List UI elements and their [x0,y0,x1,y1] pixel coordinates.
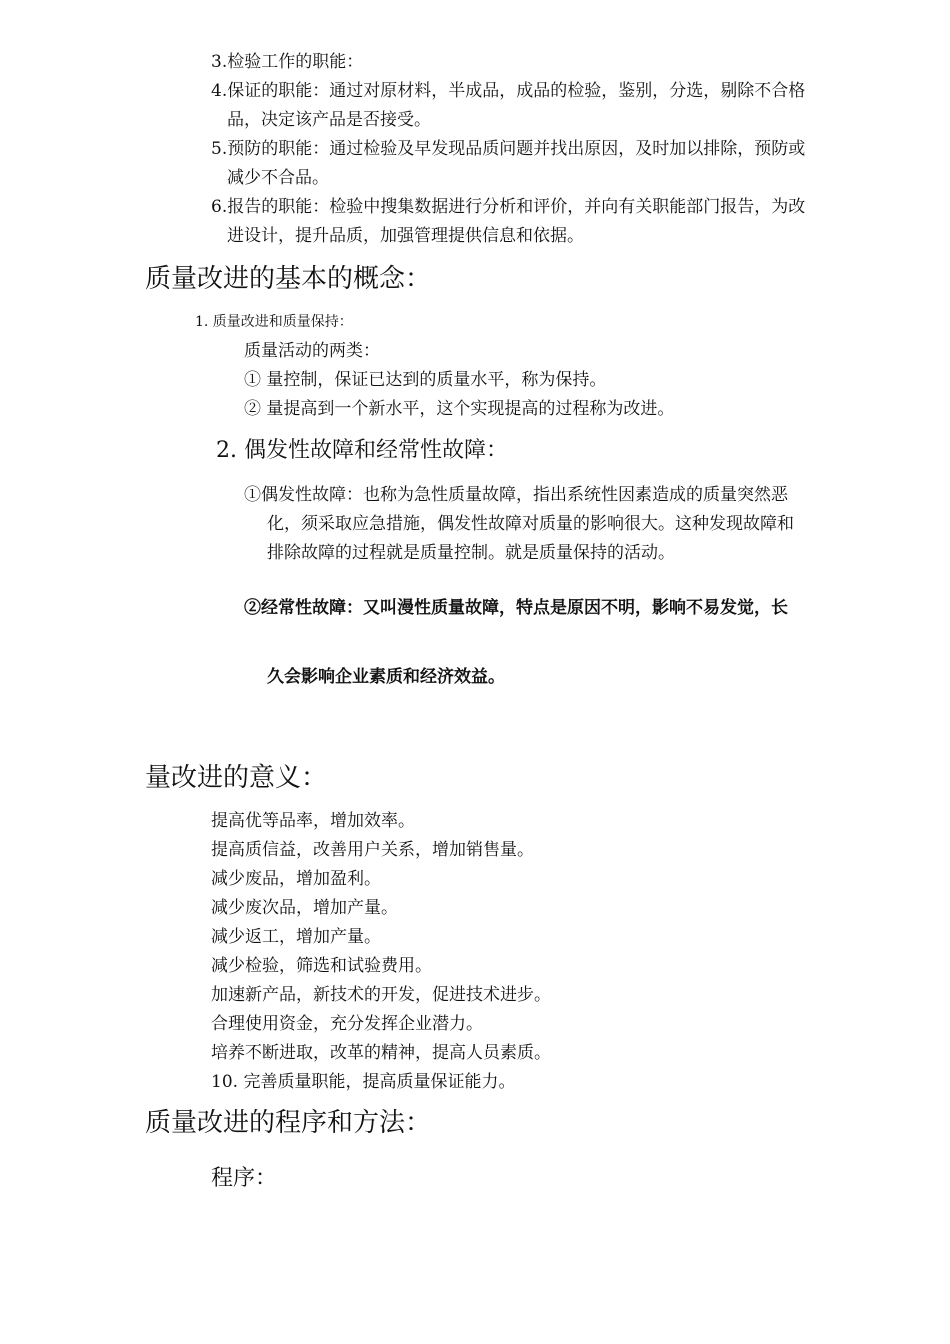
item-6-line2: 进设计，提升品质，加强管理提供信息和依据。 [227,226,584,246]
sporadic-line1: ①偶发性故障：也称为急性质量故障，指出系统性因素造成的质量突然恶 [244,485,788,505]
subheading-2: 2. 偶发性故障和经常性故障： [216,438,508,463]
significance-item-10: 10. 完善质量职能，提高质量保证能力。 [211,1072,516,1092]
chronic-line2: 久会影响企业素质和经济效益。 [267,667,505,687]
kind-2: ② 量提高到一个新水平，这个实现提高的过程称为改进。 [244,399,675,419]
item-4-line1: 4.保证的职能：通过对原材料，半成品，成品的检验，鉴别，分选，剔除不合格 [211,81,806,101]
chronic-line1: ②经常性故障：又叫漫性质量故障，特点是原因不明，影响不易发觉，长 [244,598,788,618]
kind-1: ① 量控制，保证已达到的质量水平，称为保持。 [244,370,607,390]
item-5-line2: 减少不合品。 [227,168,329,188]
significance-item-3: 减少废品，增加盈利。 [211,869,381,889]
significance-item-5: 减少返工，增加产量。 [211,927,381,947]
subheading-1: 1. 质量改进和质量保持： [195,314,353,330]
significance-item-2: 提高质信益，改善用户关系，增加销售量。 [211,840,534,860]
procedure-label: 程序： [211,1166,278,1191]
item-4-line2: 品，决定该产品是否接受。 [227,110,431,130]
significance-item-4: 减少废次品，增加产量。 [211,898,398,918]
significance-item-8: 合理使用资金，充分发挥企业潜力。 [211,1014,483,1034]
significance-item-6: 减少检验，筛选和试验费用。 [211,956,432,976]
heading-significance: 量改进的意义： [145,763,328,793]
significance-item-1: 提高优等品率，增加效率。 [211,811,415,831]
item-6-line1: 6.报告的职能：检验中搜集数据进行分析和评价，并向有关职能部门报告，为改 [211,197,806,217]
item-5-line1: 5.预防的职能：通过检验及早发现品质问题并找出原因，及时加以排除，预防或 [211,139,806,159]
item-3: 3.检验工作的职能： [211,52,364,72]
heading-basic-concepts: 质量改进的基本的概念： [145,264,432,294]
two-kinds-label: 质量活动的两类： [244,341,380,361]
sporadic-line3: 排除故障的过程就是质量控制。就是质量保持的活动。 [267,543,675,563]
significance-item-7: 加速新产品，新技术的开发，促进技术进步。 [211,985,551,1005]
significance-item-9: 培养不断进取，改革的精神，提高人员素质。 [211,1043,551,1063]
heading-procedures: 质量改进的程序和方法： [145,1108,432,1138]
sporadic-line2: 化，须采取应急措施，偶发性故障对质量的影响很大。这种发现故障和 [267,514,794,534]
